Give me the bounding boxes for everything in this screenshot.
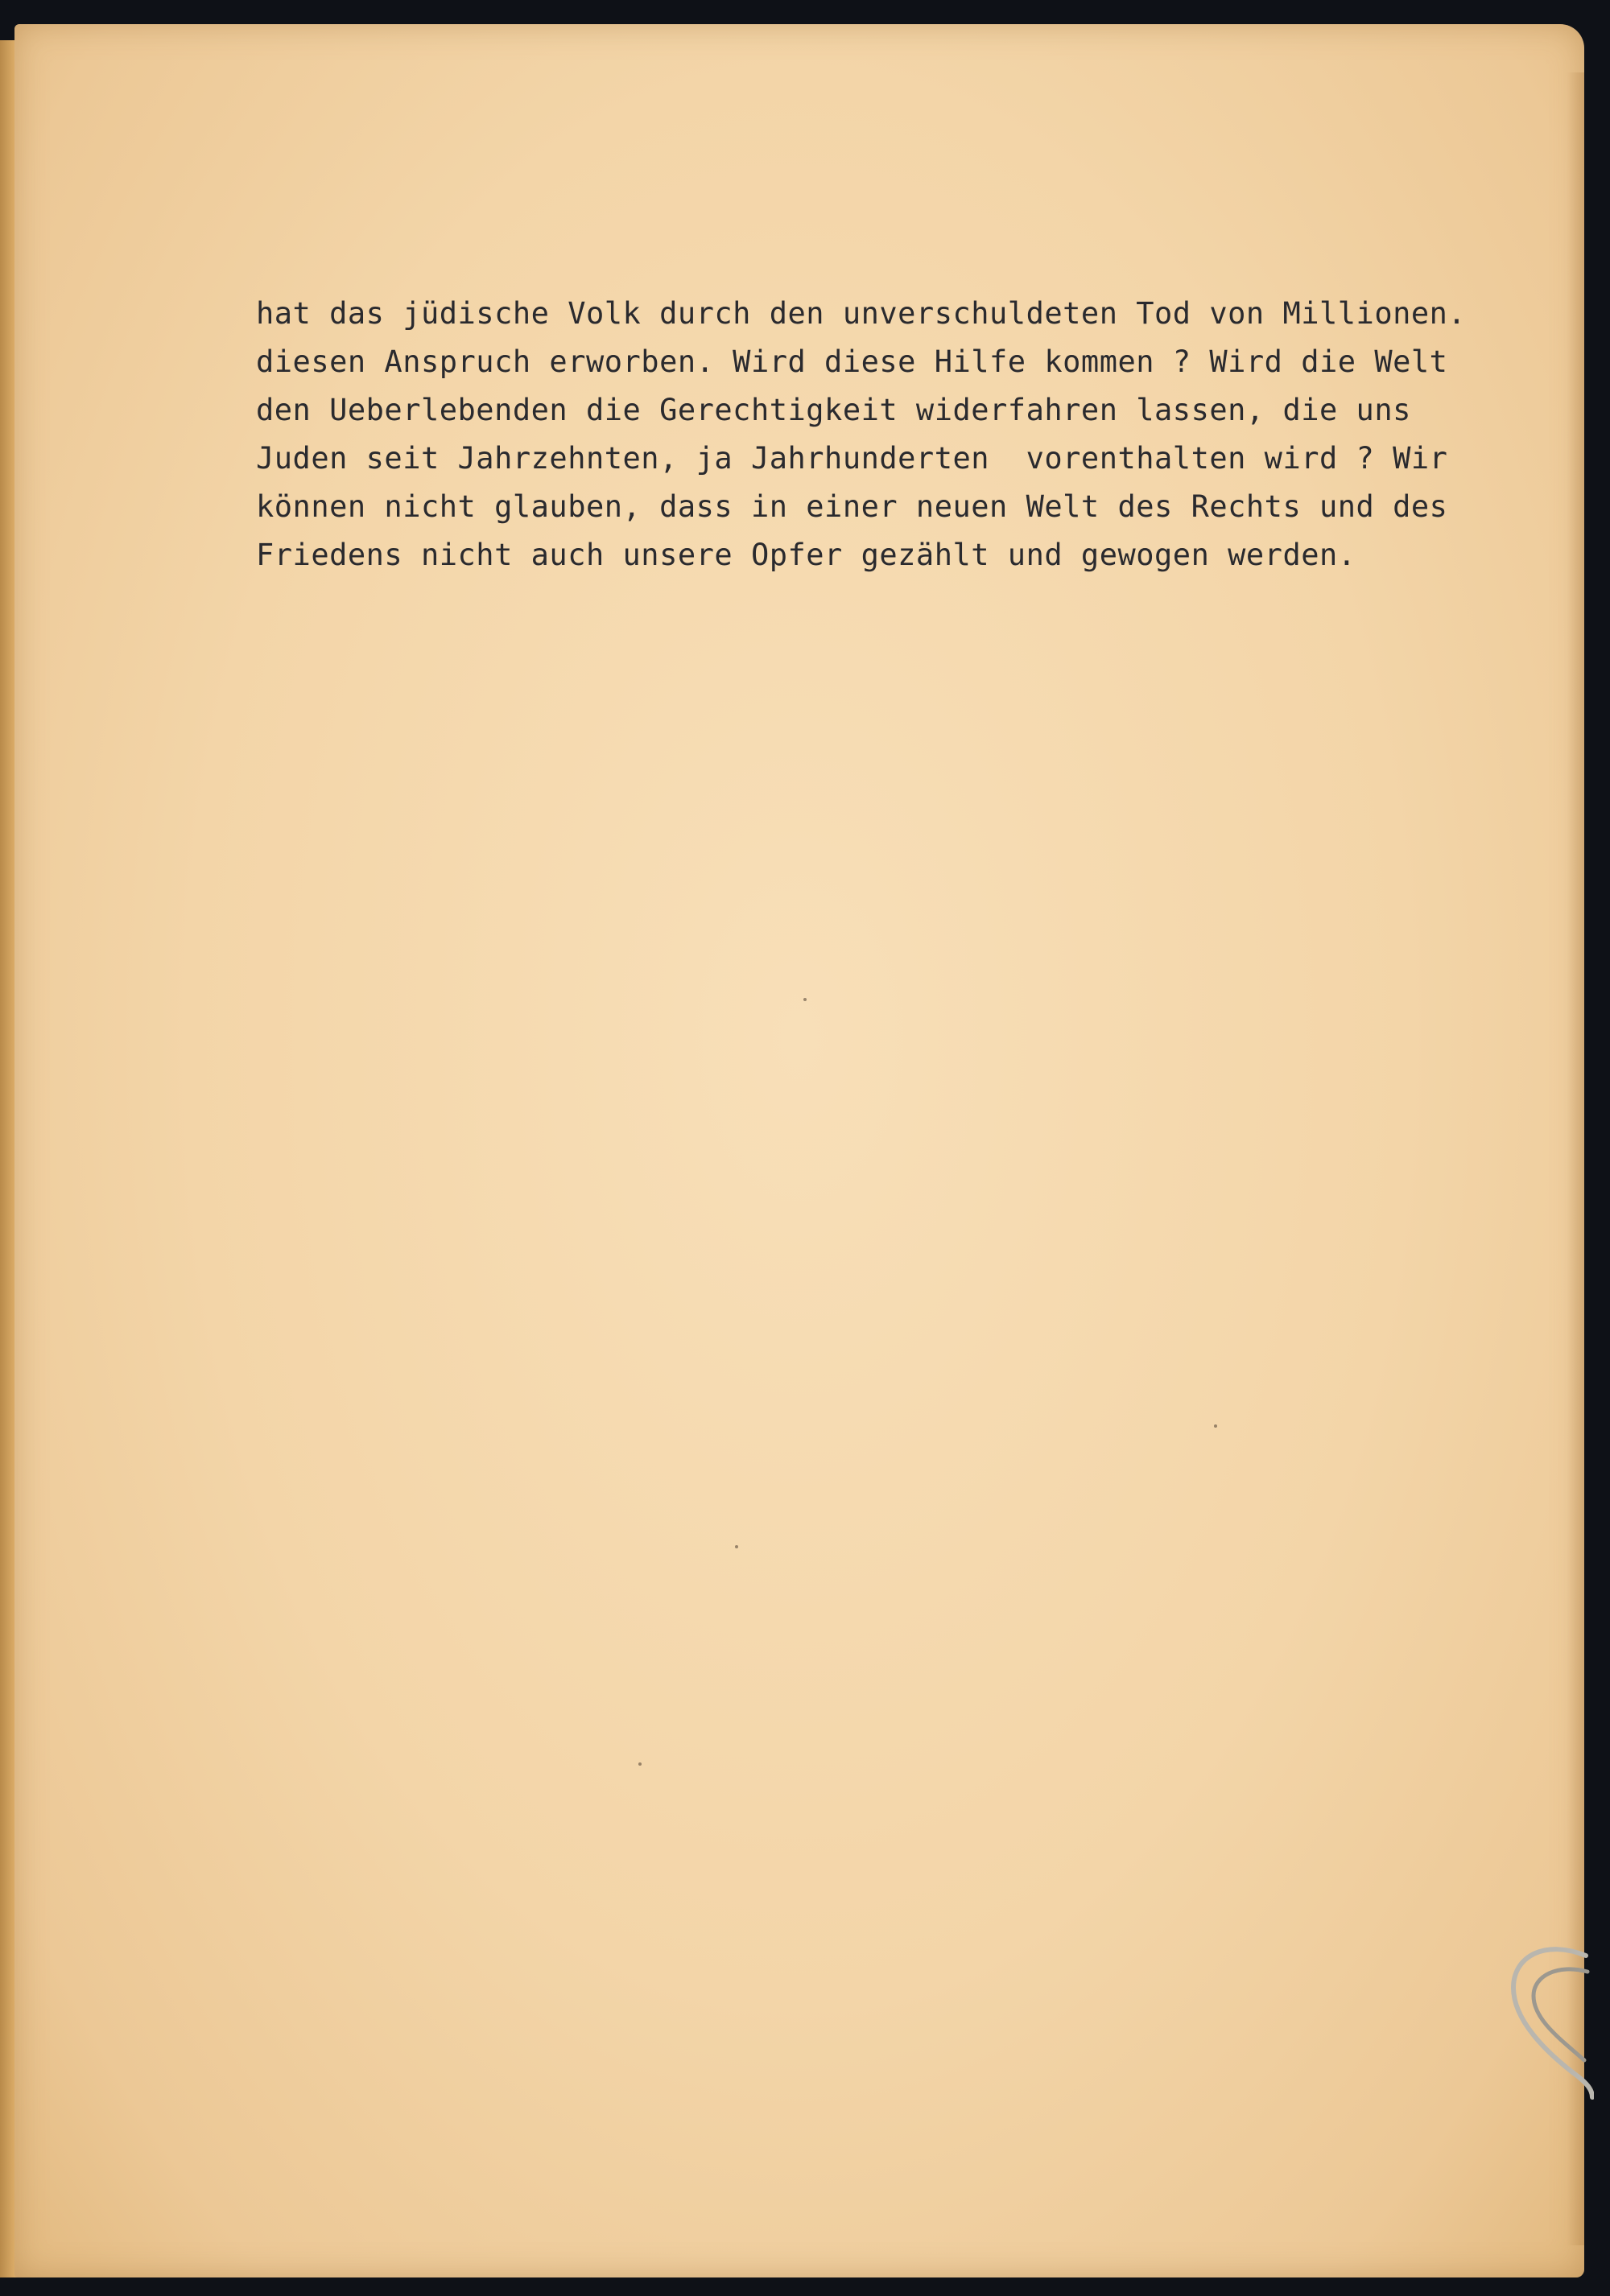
text-line: diesen Anspruch erworben. Wird diese Hilfe kommen ? Wird die Welt bbox=[256, 344, 1448, 379]
page-edge bbox=[1567, 72, 1584, 2245]
paper-clip-icon bbox=[1497, 1939, 1594, 2100]
paper-speck bbox=[1214, 1424, 1217, 1428]
text-line: hat das jüdische Volk durch den unverschuldeten Tod von Millionen. bbox=[256, 296, 1467, 331]
paper-speck bbox=[638, 1762, 642, 1766]
document-page bbox=[14, 24, 1584, 2277]
typed-text-block bbox=[256, 290, 1560, 579]
text-line: Friedens nicht auch unsere Opfer gezählt und gewogen werden. bbox=[256, 538, 1356, 572]
paper-speck bbox=[735, 1545, 738, 1548]
paper-speck bbox=[803, 998, 807, 1001]
text-line: können nicht glauben, dass in einer neuen Welt des Rechts und des bbox=[256, 489, 1448, 524]
text-line: den Ueberlebenden die Gerechtigkeit widerfahren lassen, die uns bbox=[256, 393, 1411, 427]
text-line: Juden seit Jahrzehnten, ja Jahrhunderten vorenthalten wird ? Wir bbox=[256, 441, 1448, 476]
